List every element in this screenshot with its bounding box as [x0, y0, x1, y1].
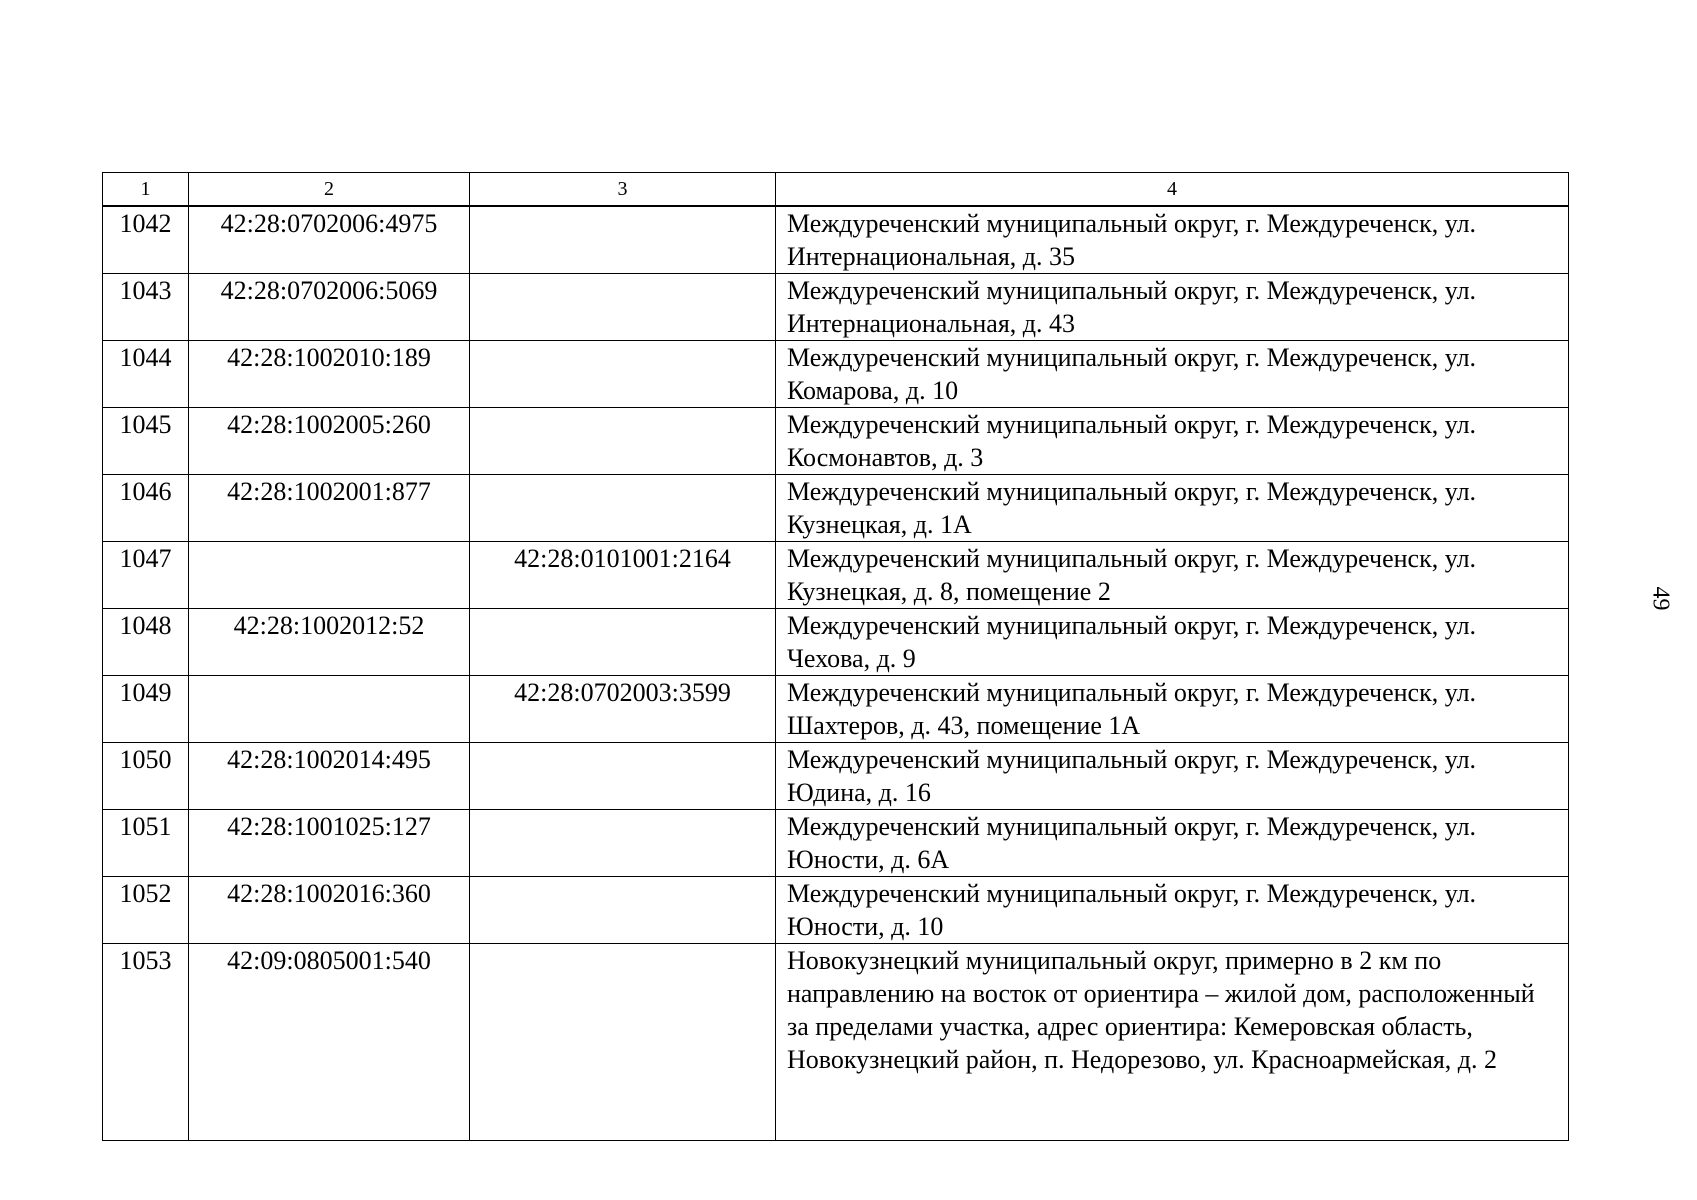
row-number: 1042: [103, 206, 189, 274]
cadastral-number-col2: 42:28:1002014:495: [189, 743, 470, 810]
table-row: [103, 475, 1569, 542]
cadastral-number-col3: [470, 206, 776, 274]
table-row: [103, 542, 1569, 609]
cadastral-number-col3: [470, 475, 776, 542]
cadastral-number-col3: [470, 944, 776, 1141]
cadastral-number-col3: [470, 743, 776, 810]
cadastral-number-col2: 42:28:1002010:189: [189, 341, 470, 408]
table-row: [103, 274, 1569, 341]
table-header-row: [103, 173, 1569, 207]
address: Междуреченский муниципальный округ, г. Междуреченск, ул. Юности, д. 6А: [776, 810, 1569, 877]
table-row: [103, 609, 1569, 676]
cadastral-number-col2: [189, 676, 470, 743]
cadastral-number-col2: 42:28:1002012:52: [189, 609, 470, 676]
address: Междуреченский муниципальный округ, г. Междуреченск, ул. Космонавтов, д. 3: [776, 408, 1569, 475]
table-row: [103, 743, 1569, 810]
row-number: 1044: [103, 341, 189, 408]
column-header-4: 4: [776, 173, 1569, 207]
cadastral-number-col3: 42:28:0702003:3599: [470, 676, 776, 743]
cadastral-number-col3: 42:28:0101001:2164: [470, 542, 776, 609]
address: Междуреченский муниципальный округ, г. Междуреченск, ул. Кузнецкая, д. 8, помещение 2: [776, 542, 1569, 609]
address: Междуреченский муниципальный округ, г. Междуреченск, ул. Юности, д. 10: [776, 877, 1569, 944]
row-number: 1052: [103, 877, 189, 944]
row-number: 1045: [103, 408, 189, 475]
address: Междуреченский муниципальный округ, г. Междуреченск, ул. Чехова, д. 9: [776, 609, 1569, 676]
address: Новокузнецкий муниципальный округ, примерно в 2 км по направлению на восток от ориентира – жилой дом, расположенный за пределами участка, адрес ориентира: Кемеровская область, Новокузнецкий район, п. Недорезово, ул. Красноармейская, д. 2: [776, 944, 1569, 1141]
column-header-3: 3: [470, 173, 776, 207]
cadastral-number-col3: [470, 341, 776, 408]
cadastral-number-col2: 42:09:0805001:540: [189, 944, 470, 1141]
table-row: [103, 944, 1569, 1141]
table-row: [103, 206, 1569, 274]
address: Междуреченский муниципальный округ, г. Междуреченск, ул. Интернациональная, д. 35: [776, 206, 1569, 274]
row-number: 1048: [103, 609, 189, 676]
cadastral-number-col2: [189, 542, 470, 609]
row-number: 1050: [103, 743, 189, 810]
table-row: [103, 676, 1569, 743]
cadastral-number-col2: 42:28:1001025:127: [189, 810, 470, 877]
registry-table: [102, 172, 1569, 1141]
cadastral-number-col2: 42:28:0702006:4975: [189, 206, 470, 274]
table-row: [103, 810, 1569, 877]
page-number: 49: [1647, 586, 1674, 611]
column-header-2: 2: [189, 173, 470, 207]
address: Междуреченский муниципальный округ, г. Междуреченск, ул. Интернациональная, д. 43: [776, 274, 1569, 341]
cadastral-number-col2: 42:28:1002016:360: [189, 877, 470, 944]
cadastral-number-col2: 42:28:1002005:260: [189, 408, 470, 475]
address: Междуреченский муниципальный округ, г. Междуреченск, ул. Юдина, д. 16: [776, 743, 1569, 810]
cadastral-number-col3: [470, 274, 776, 341]
cadastral-number-col2: 42:28:1002001:877: [189, 475, 470, 542]
column-header-1: 1: [103, 173, 189, 207]
row-number: 1046: [103, 475, 189, 542]
address: Междуреченский муниципальный округ, г. Междуреченск, ул. Шахтеров, д. 43, помещение 1А: [776, 676, 1569, 743]
row-number: 1043: [103, 274, 189, 341]
table-row: [103, 877, 1569, 944]
cadastral-number-col3: [470, 810, 776, 877]
address: Междуреченский муниципальный округ, г. Междуреченск, ул. Комарова, д. 10: [776, 341, 1569, 408]
cadastral-number-col3: [470, 609, 776, 676]
row-number: 1049: [103, 676, 189, 743]
cadastral-number-col2: 42:28:0702006:5069: [189, 274, 470, 341]
table-row: [103, 408, 1569, 475]
cadastral-number-col3: [470, 408, 776, 475]
row-number: 1051: [103, 810, 189, 877]
row-number: 1053: [103, 944, 189, 1141]
row-number: 1047: [103, 542, 189, 609]
address: Междуреченский муниципальный округ, г. Междуреченск, ул. Кузнецкая, д. 1А: [776, 475, 1569, 542]
cadastral-number-col3: [470, 877, 776, 944]
table-row: [103, 341, 1569, 408]
